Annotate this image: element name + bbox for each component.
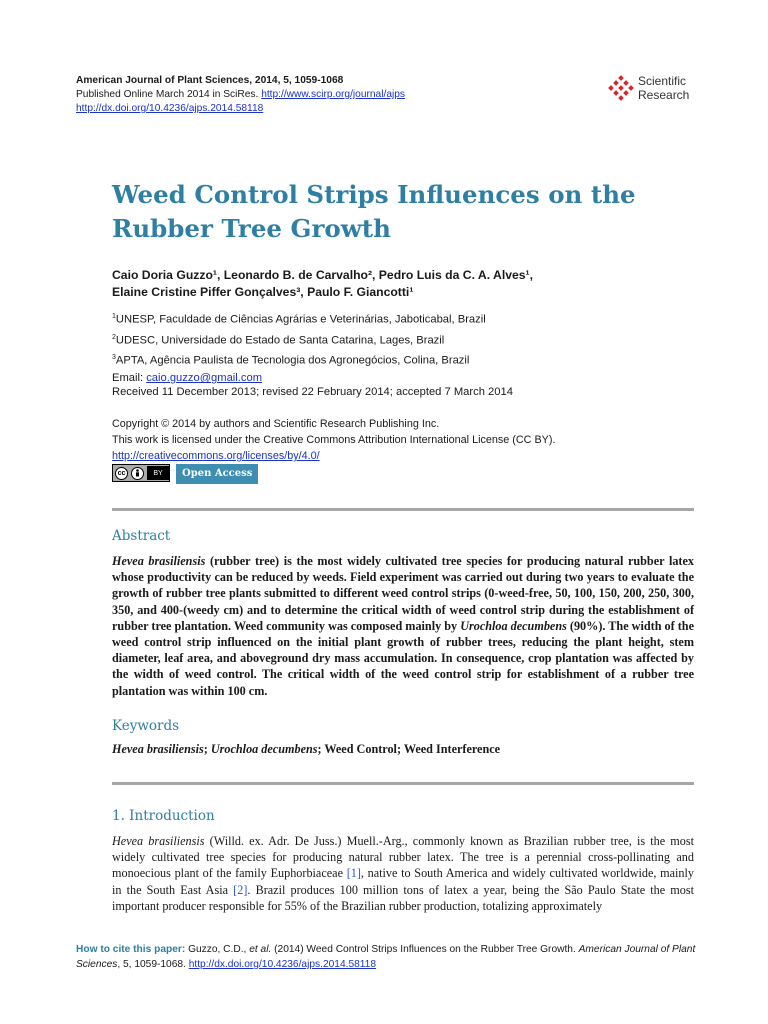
affiliation-3: $^3$APTA, Agência Paulista de Tecnologia dos Agronegócios, Colina, Brazil: [112, 354, 470, 368]
logo-mark-icon: [608, 75, 634, 101]
cite-doi-link[interactable]: http://dx.doi.org/10.4236/ajps.2014.58118: [188, 959, 377, 970]
divider-top: [112, 508, 694, 511]
affiliations: [112, 308, 486, 387]
citation-link-2[interactable]: [2]: [233, 882, 248, 897]
doi-link[interactable]: http://dx.doi.org/10.4236/ajps.2014.58118: [76, 103, 264, 114]
authors-line-2: Elaine Cristine Piffer Gonçalves³, Paulo F. Giancotti¹: [112, 285, 414, 299]
keywords-heading: Keywords: [112, 718, 180, 734]
introduction-heading: 1. Introduction: [112, 808, 215, 824]
copyright-line: Copyright © 2014 by authors and Scientific Research Publishing Inc.: [112, 418, 440, 430]
by-label: BY: [147, 466, 169, 480]
license-line: This work is licensed under the Creative Commons Attribution International License (CC BY).: [112, 434, 556, 446]
introduction-text: Hevea brasiliensis (Willd. ex. Adr. De Juss.) Muell.-Arg., commonly known as Brazilian rubber tree, is the most widely cultivated tree species for producing natural rubber latex. The tree is a perennial cross-pollinating and monoecious plant of the family Euphorbiaceae [1], native to South America and widely cultivated worldwide, mainly in the South East Asia [2]. Brazil produces 100 million tons of latex a year, being the São Paulo State the most important producer responsible for 55% of the Brazilian rubber production, totalizing approximately: [112, 834, 695, 913]
journal-header: [76, 74, 405, 116]
cc-by-badge[interactable]: [112, 464, 170, 482]
journal-url-link[interactable]: http://www.scirp.org/journal/ajps: [261, 89, 406, 100]
author-list: [112, 267, 672, 301]
divider-bottom: [112, 782, 694, 785]
keywords-text: Hevea brasiliensis; Urochloa decumbens; Weed Control; Weed Interference: [112, 742, 501, 756]
attribution-person-icon: [131, 467, 144, 480]
copyright-block: [112, 416, 555, 464]
paper-title: Weed Control Strips Influences on the Rubber Tree Growth: [112, 180, 636, 243]
license-link[interactable]: http://creativecommons.org/licenses/by/4.0/: [112, 450, 320, 462]
cc-icon: cc: [115, 467, 128, 480]
how-to-cite: How to cite this paper: Guzzo, C.D., et al. (2014) Weed Control Strips Influences on the Rubber Tree Growth. American Journal of Plant Sciences, 5, 1059-1068. http://dx.doi.org/10.4236/ajps.2014.58118: [76, 944, 696, 970]
email-line: Email: caio.guzzo@gmail.com: [112, 372, 263, 385]
citation-link-1[interactable]: [1]: [346, 866, 361, 881]
abstract-heading: Abstract: [112, 528, 171, 544]
journal-citation-line: American Journal of Plant Sciences, 2014, 5, 1059-1068: [76, 75, 344, 86]
logo-text-line1: Scientific: [638, 74, 687, 88]
logo-text-line2: Research: [638, 88, 690, 102]
abstract-weed-species: Urochloa decumbens: [460, 618, 567, 633]
affiliation-1: $^1$UNESP, Faculdade de Ciências Agrárias e Veterinárias, Jaboticabal, Brazil: [112, 313, 486, 326]
scientific-research-logo: [608, 74, 708, 104]
abstract-species: Hevea brasiliensis: [112, 554, 206, 568]
affiliation-2: $^2$UDESC, Universidade do Estado de Santa Catarina, Lages, Brazil: [112, 333, 445, 347]
published-prefix: Published Online March 2014 in SciRes.: [76, 89, 259, 100]
published-line: [76, 88, 405, 102]
received-dates: Received 11 December 2013; revised 22 February 2014; accepted 7 March 2014: [112, 386, 513, 398]
authors-line-1: Caio Doria Guzzo¹, Leonardo B. de Carvalho², Pedro Luis da C. A. Alves¹,: [112, 268, 533, 282]
email-link[interactable]: caio.guzzo@gmail.com: [146, 372, 263, 385]
open-access-badge: Open Access: [176, 464, 258, 484]
abstract-text: Hevea brasiliensis (rubber tree) is the most widely cultivated tree species for producing natural rubber latex whose productivity can be reduced by weeds. Field experiment was carried out during two years to evaluate the growth of rubber tree plants submitted to different weed control strips (0-weed-free, 50, 100, 150, 200, 250, 300, 350, and 400-(weedy cm) and to determine the critical width of weed control strip during the establishment of rubber tree plantation. Weed community was composed mainly by Urochloa decumbens (90%). The width of the weed control strip influenced on the initial plant growth of rubber trees, reducing the plant height, stem diameter, leaf area, and aboveground dry mass accumulation. In consequence, crop plantation was affected by the width of weed control. The critical width of the weed control strip for establishment of a rubber tree plantation was within 100 cm.: [112, 554, 694, 698]
cite-label: How to cite this paper:: [76, 944, 186, 955]
license-badges: [112, 464, 258, 484]
